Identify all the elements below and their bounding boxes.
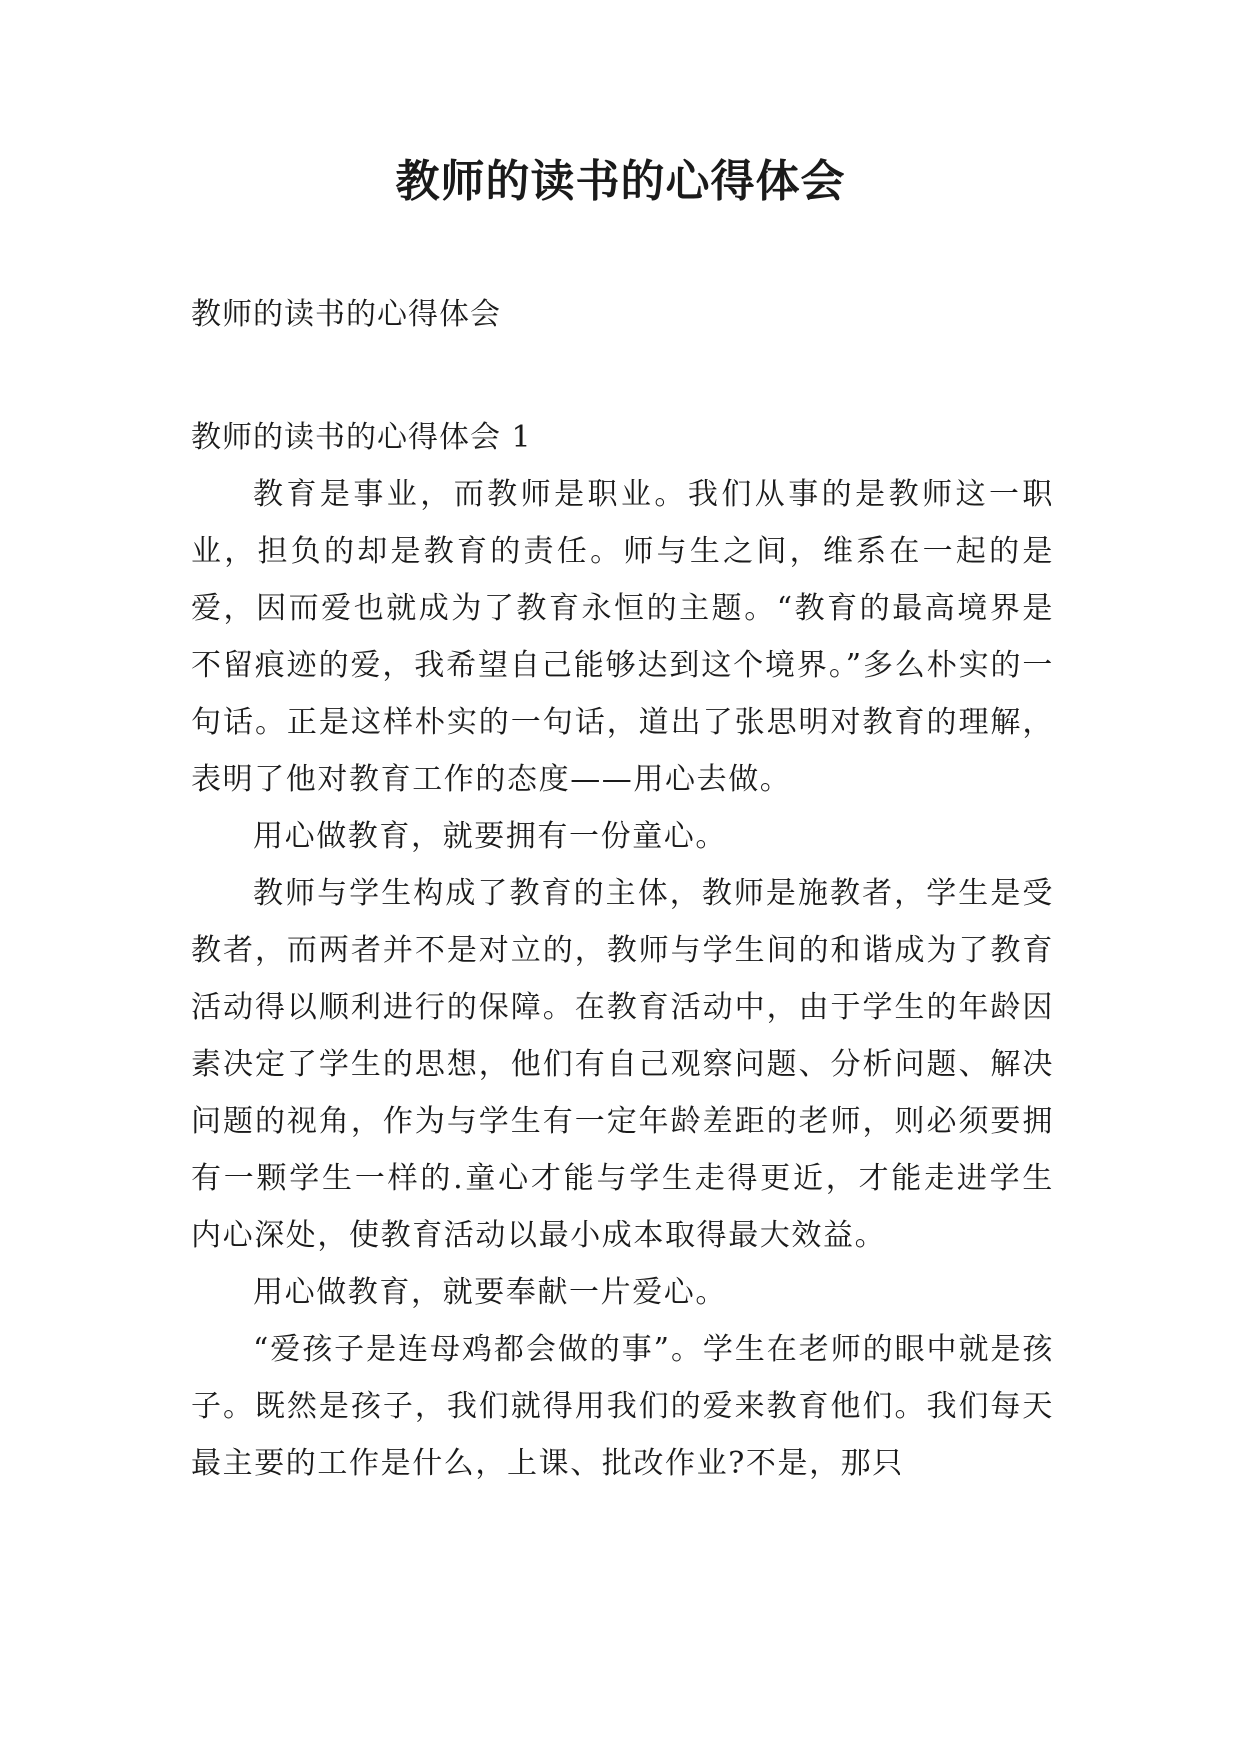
document-body — [191, 286, 1054, 1492]
document-title: 教师的读书的心得体会 — [395, 156, 846, 207]
paragraph: 用心做教育，就要拥有一份童心。 — [253, 819, 727, 854]
paragraph: 用心做教育，就要奉献一片爱心。 — [253, 1275, 727, 1310]
paragraph: 教育是事业，而教师是职业。我们从事的是教师这一职业，担负的却是教育的责任。师与生之间，维系在一起的是爱，因而爱也就成为了教育永恒的主题。“教育的最高境界是不留痕迹的爱，我希望自己能够达到这个境界。”多么朴实的一句话。正是这样朴实的一句话，道出了张思明对教育的理解，表明了他对教育工作的态度——用心去做。 — [191, 477, 1054, 797]
paragraph: “爱孩子是连母鸡都会做的事”。学生在老师的眼中就是孩子。既然是孩子，我们就得用我们的爱来教育他们。我们每天最主要的工作是什么，上课、批改作业?不是，那只 — [191, 1332, 1054, 1481]
document-subtitle: 教师的读书的心得体会 — [191, 297, 501, 332]
paragraph: 教师与学生构成了教育的主体，教师是施教者，学生是受教者，而两者并不是对立的，教师与学生间的和谐成为了教育活动得以顺利进行的保障。在教育活动中，由于学生的年龄因素决定了学生的思想，他们有自己观察问题、分析问题、解决问题的视角，作为与学生有一定年龄差距的老师，则必须要拥有一颗学生一样的.童心才能与学生走得更近，才能走进学生内心深处，使教育活动以最小成本取得最大效益。 — [191, 876, 1054, 1253]
section-heading: 教师的读书的心得体会 1 — [191, 420, 532, 455]
